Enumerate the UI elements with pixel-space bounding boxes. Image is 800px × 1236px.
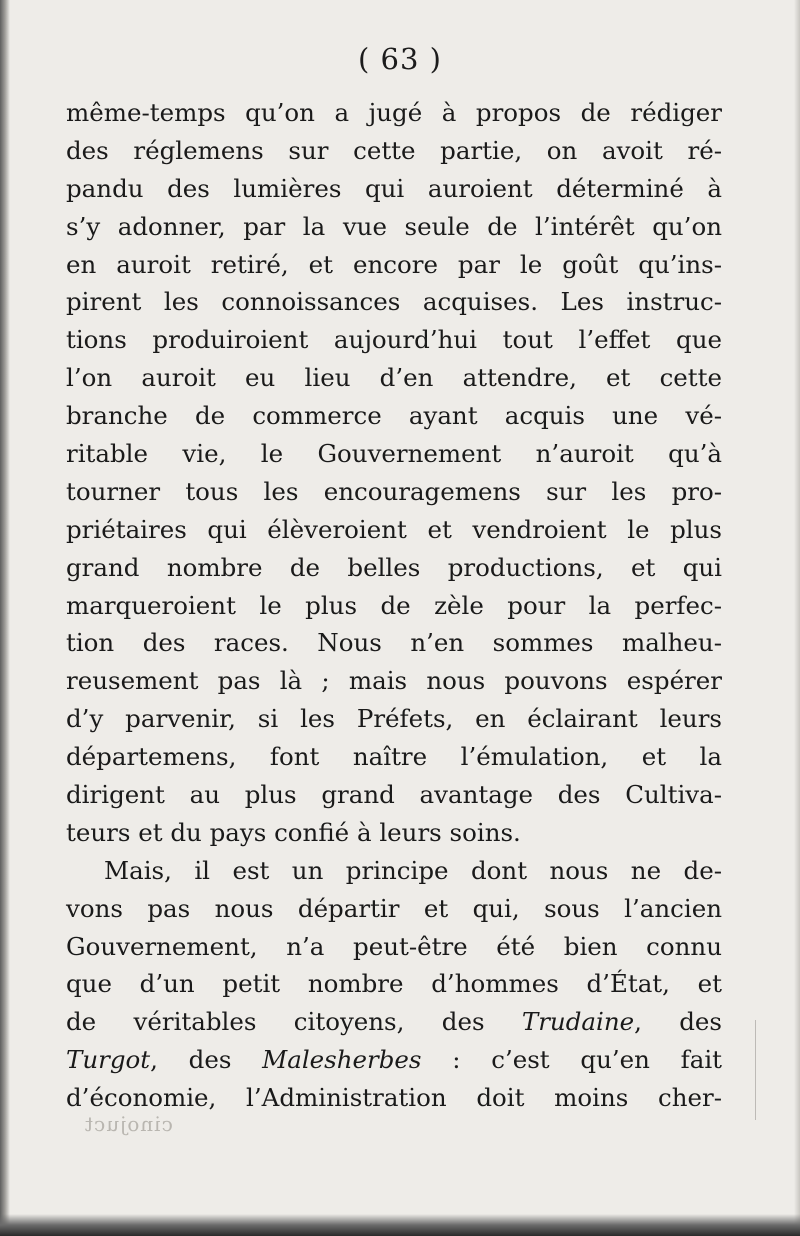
text-line: des réglemens sur cette partie, on avoit ré- bbox=[66, 135, 722, 165]
text-line: pirent les connoissances acquises. Les instruc- bbox=[66, 287, 722, 317]
text-line: Turgot, des Malesherbes : c’est qu’en fait bbox=[66, 1045, 722, 1075]
text-line: Gouvernement, n’a peut-être été bien connu bbox=[66, 931, 722, 961]
page-edge-shadow-right bbox=[794, 0, 800, 1236]
text-line: vons pas nous départir et qui, sous l’ancien bbox=[66, 893, 722, 923]
page-number: ( 63 ) bbox=[358, 42, 442, 76]
text-line: grand nombre de belles productions, et qui bbox=[66, 552, 722, 582]
text-line: priétaires qui élèveroient et vendroient le plus bbox=[66, 514, 722, 544]
text-line: d’économie, l’Administration doit moins cher- bbox=[66, 1083, 722, 1113]
italic-name: Malesherbes bbox=[262, 1045, 422, 1075]
text-line: même-temps qu’on a jugé à propos de rédiger bbox=[66, 98, 722, 127]
text-line: d’y parvenir, si les Préfets, en éclairant leurs bbox=[66, 704, 722, 734]
text-line: départemens, font naître l’émulation, et la bbox=[66, 742, 722, 772]
body-text bbox=[66, 94, 722, 1117]
text-line: pandu des lumières qui auroient déterminé à bbox=[66, 173, 722, 203]
text-line: ritable vie, le Gouvernement n’auroit qu’à bbox=[66, 439, 722, 469]
text-line: que d’un petit nombre d’hommes d’État, et bbox=[66, 969, 722, 999]
text-line: tions produiroient aujourd’hui tout l’effet que bbox=[66, 325, 722, 355]
show-through-text: cinojuct bbox=[84, 1112, 173, 1136]
text-line: marqueroient le plus de zèle pour la perfec- bbox=[66, 590, 722, 620]
text-line: branche de commerce ayant acquis une vé- bbox=[66, 401, 722, 431]
italic-name: Trudaine bbox=[521, 1007, 635, 1037]
italic-name: Turgot bbox=[66, 1045, 151, 1075]
page-edge-shadow-bottom bbox=[0, 1214, 800, 1236]
text-line: de véritables citoyens, des Trudaine, des bbox=[66, 1007, 722, 1037]
paragraph-start-line: Mais, il est un principe dont nous ne de- bbox=[104, 855, 722, 885]
text-line: l’on auroit eu lieu d’en attendre, et cette bbox=[66, 363, 722, 393]
text-line: tourner tous les encouragemens sur les pro- bbox=[66, 476, 722, 506]
text-line: tion des races. Nous n’en sommes malheu- bbox=[66, 628, 722, 658]
paper-fold-mark bbox=[752, 1020, 756, 1120]
text-line: s’y adonner, par la vue seule de l’intérêt qu’on bbox=[66, 211, 722, 241]
text-line: reusement pas là ; mais nous pouvons espérer bbox=[66, 666, 722, 696]
text-line: en auroit retiré, et encore par le goût qu’ins- bbox=[66, 249, 722, 279]
paragraph-end-line: teurs et du pays confié à leurs soins. bbox=[66, 817, 521, 847]
text-line: dirigent au plus grand avantage des Cultiva- bbox=[66, 780, 722, 810]
page-edge-shadow-left bbox=[0, 0, 10, 1236]
